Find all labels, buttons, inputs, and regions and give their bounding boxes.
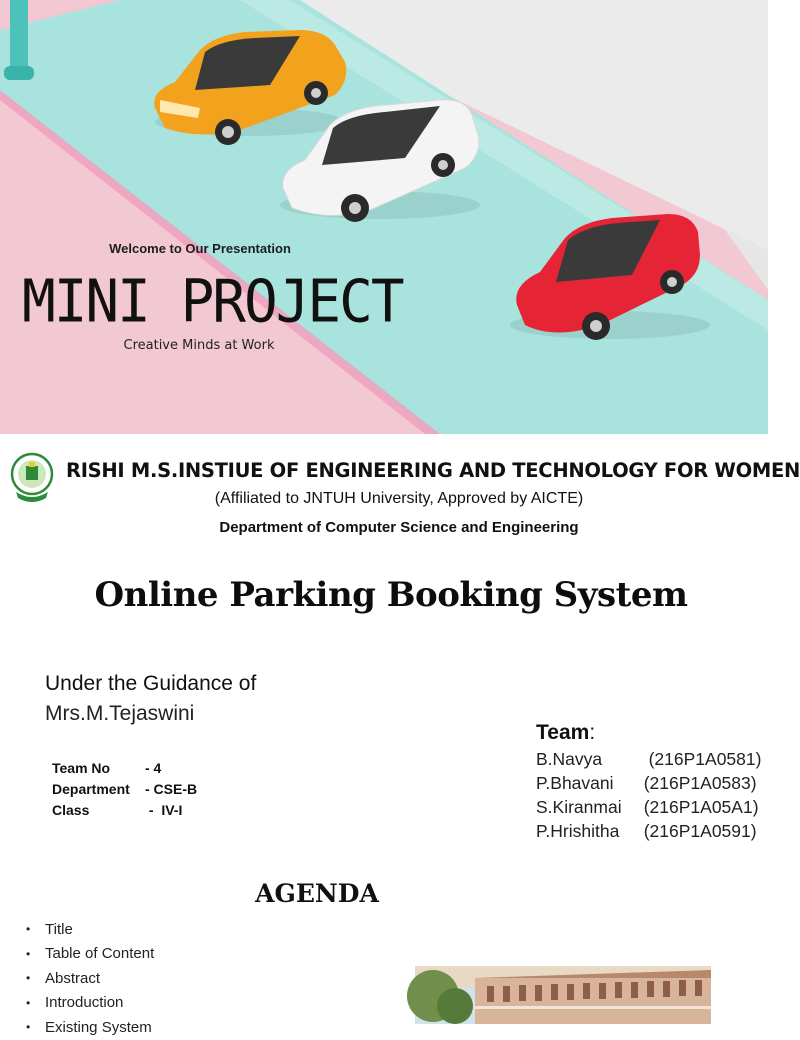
info-value: - 4 — [145, 759, 162, 776]
member-roll: (216P1A0583) — [634, 772, 757, 793]
welcome-text: Welcome to Our Presentation — [109, 241, 291, 256]
member-name: P.Hrishitha — [536, 820, 620, 841]
bullet-icon: • — [26, 971, 31, 986]
team-member — [536, 819, 761, 843]
info-row — [52, 799, 197, 820]
building-illustration — [415, 966, 711, 1024]
college-name: RISHI M.S.INSTIUE OF ENGINEERING AND TECHNOLOGY FOR WOMEN — [66, 459, 800, 482]
team-info — [52, 757, 197, 820]
agenda-item-label: Introduction — [45, 994, 124, 1012]
tagline: Creative Minds at Work — [123, 338, 275, 353]
agenda-title: AGENDA — [255, 879, 379, 908]
affiliation-text: (Affiliated to JNTUH University, Approved by AICTE) — [214, 490, 584, 507]
agenda-item-label: Existing System — [45, 1018, 152, 1036]
team-members — [536, 747, 761, 843]
info-key: Team No — [52, 759, 111, 776]
info-value: - CSE-B — [145, 780, 198, 797]
member-roll: (216P1A0581) — [634, 748, 762, 769]
info-value: - IV-I — [145, 801, 183, 818]
member-name: S.Kiranmai — [536, 796, 622, 817]
guidance-label: Under the Guidance of — [45, 672, 257, 695]
team-member — [536, 747, 761, 771]
title-slide — [0, 434, 800, 864]
agenda-item-label: Abstract — [45, 969, 101, 987]
project-title: Online Parking Booking System — [94, 575, 688, 615]
team-heading — [536, 721, 595, 745]
cover-slide — [0, 0, 768, 434]
team-member — [536, 771, 761, 795]
bullet-icon: • — [26, 1020, 31, 1035]
agenda-item — [26, 942, 154, 967]
team-member — [536, 795, 761, 819]
member-name: B.Navya — [536, 748, 603, 769]
info-row — [52, 778, 197, 799]
agenda-item-label: Title — [45, 920, 73, 938]
info-key: Department — [52, 780, 130, 797]
guide-name: Mrs.M.Tejaswini — [45, 702, 195, 725]
parking-scene-illustration — [0, 0, 768, 434]
agenda-item — [26, 917, 154, 942]
bullet-icon: • — [26, 946, 31, 961]
member-roll: (216P1A05A1) — [634, 796, 759, 817]
agenda-item — [26, 991, 154, 1016]
mini-project-title: MINI PROJECT — [22, 268, 403, 337]
agenda-item-label: Table of Content — [45, 945, 155, 963]
agenda-slide — [0, 864, 768, 1036]
agenda-item — [26, 966, 154, 991]
agenda-list — [26, 917, 154, 1040]
info-key: Class — [52, 801, 90, 818]
team-heading-text: Team — [536, 721, 590, 744]
member-name: P.Bhavani — [536, 772, 614, 793]
team-heading-colon: : — [589, 721, 596, 744]
bullet-icon: • — [26, 922, 31, 937]
agenda-item — [26, 1015, 154, 1040]
department-name: Department of Computer Science and Engineering — [219, 519, 579, 536]
bullet-icon: • — [26, 995, 31, 1010]
info-row — [52, 757, 197, 778]
member-roll: (216P1A0591) — [634, 820, 757, 841]
